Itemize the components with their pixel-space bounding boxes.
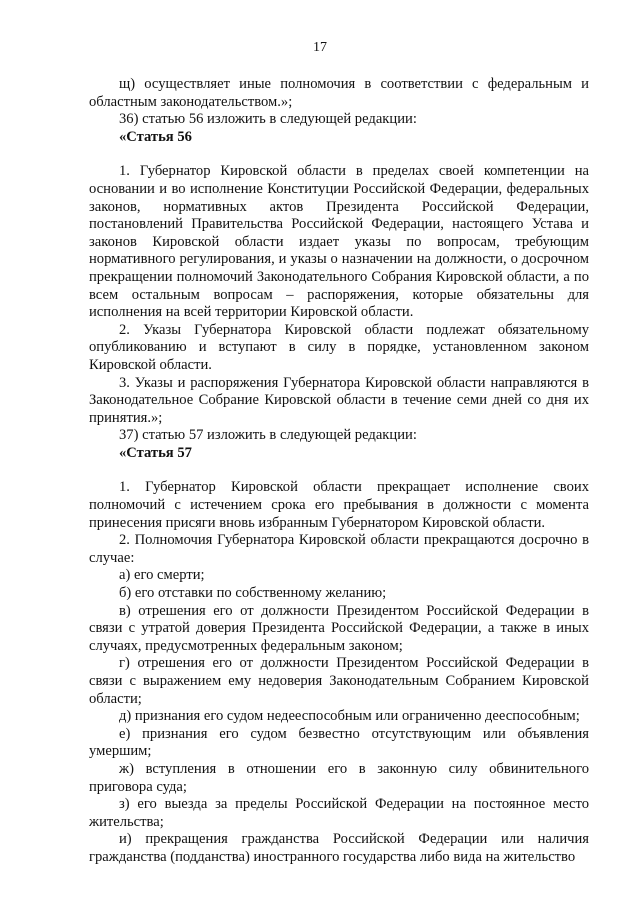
article-57-part-1: 1. Губернатор Кировской области прекращает исполнение своих полномочий с истечением срока его пребывания в должности с момента принесения присяги вновь избранным Губернатором Кировской области.: [89, 479, 589, 531]
spacer: [89, 462, 589, 479]
paragraph-sh: щ) осуществляет иные полномочия в соответствии с федеральным и областным законодательством.»;: [89, 76, 589, 110]
article-57-heading: «Статья 57: [119, 444, 192, 461]
article-56-heading: «Статья 56: [119, 128, 192, 145]
list-item-zh: ж) вступления в отношении его в законную силу обвинительного приговора суда;: [89, 760, 589, 795]
list-item-v: в) отрешения его от должности Президентом Российской Федерации в связи с утратой доверия Президента Российской Федерации, а также в иных случаях, предусмотренных федеральным законом;: [89, 602, 589, 654]
list-item-g: г) отрешения его от должности Президентом Российской Федерации в связи с выражением ему недоверия Законодательным Собранием Кировской области;: [89, 655, 589, 707]
page-number: 17: [313, 40, 327, 55]
list-item-a: а) его смерти;: [119, 567, 205, 584]
list-item-d: д) признания его судом недееспособным или ограниченно дееспособным;: [119, 708, 580, 725]
list-item-b: б) его отставки по собственному желанию;: [119, 585, 387, 602]
document-body: [89, 76, 589, 867]
list-item-e: е) признания его судом безвестно отсутствующим или объявления умершим;: [89, 725, 589, 760]
article-56-part-2: 2. Указы Губернатора Кировской области подлежат обязательному опубликованию и вступают в силу в порядке, установленном законом Кировской области.: [89, 321, 589, 373]
article-57-part-2: 2. Полномочия Губернатора Кировской области прекращаются досрочно в случае:: [89, 532, 589, 566]
amendment-37-intro: 37) статью 57 изложить в следующей редакции:: [119, 427, 417, 444]
list-item-i: и) прекращения гражданства Российской Федерации или наличия гражданства (подданства) иностранного государства либо вида на жительство: [89, 831, 589, 865]
article-56-part-1: 1. Губернатор Кировской области в пределах своей компетенции на основании и во исполнение Конституции Российской Федерации, федеральных законов, нормативных актов Президента Российской Федерации, постановлений Правительства Российской Федерации, настоящего Устава и законов Кировской области издает указы по вопросам, требующим нормативного регулирования, и указы о назначении на должности, о досрочном прекращении полномочий Законодательного Собрания Кировской области, а по всем остальным вопросам – распоряжения, которые обязательны для исполнения на всей территории Кировской области.: [89, 163, 589, 321]
spacer: [89, 146, 589, 163]
amendment-36-intro: 36) статью 56 изложить в следующей редакции:: [119, 111, 417, 128]
article-56-part-3: 3. Указы и распоряжения Губернатора Кировской области направляются в Законодательное Собрание Кировской области в течение семи дней со дня их принятия.»;: [89, 374, 589, 426]
list-item-z: з) его выезда за пределы Российской Федерации на постоянное место жительства;: [89, 796, 589, 830]
